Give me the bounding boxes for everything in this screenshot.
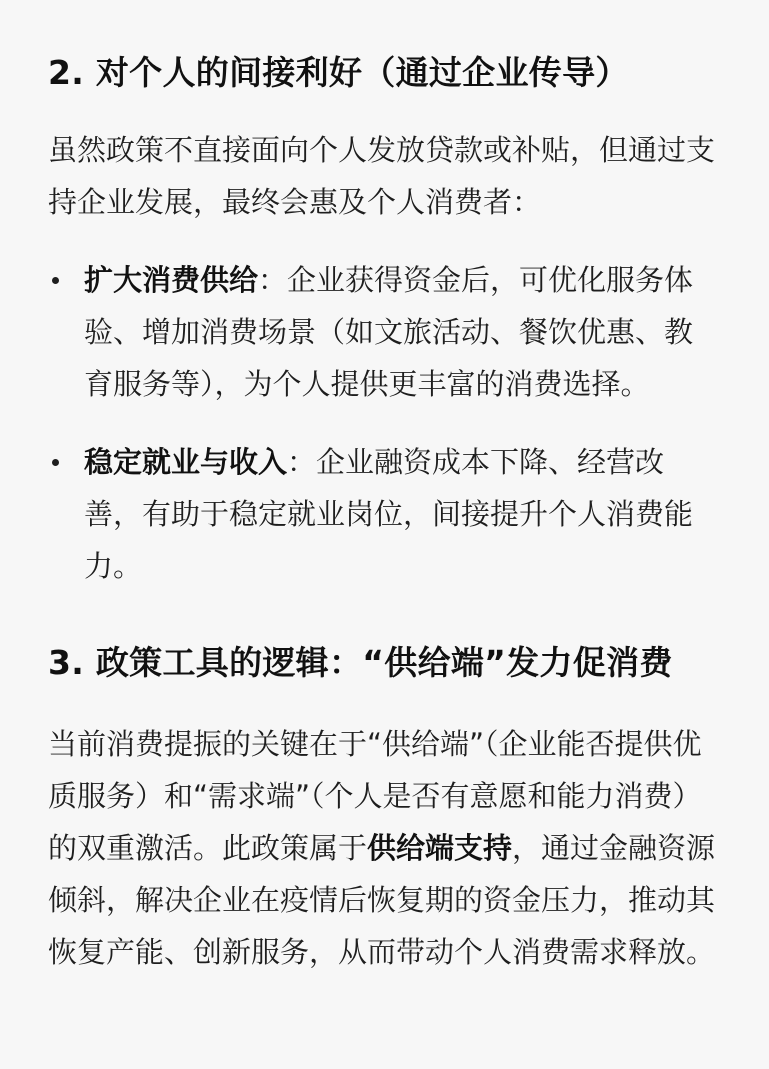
paragraph-emphasis: 供给端支持 <box>367 831 513 865</box>
section-2-heading: 2. 对个人的间接利好（通过企业传导） <box>48 53 629 92</box>
list-item-label: 稳定就业与收入 <box>84 445 288 479</box>
benefit-list <box>48 254 720 592</box>
paragraph-text-after: ，通过金融资源倾斜，解决企业在疫情后恢复期的资金压力，推动其恢复产能、创新服务，从而带动个人消费需求释放。 <box>48 831 716 969</box>
bullet-icon <box>52 459 59 466</box>
bullet-icon <box>52 277 59 284</box>
section-3-heading: 3. 政策工具的逻辑：“供给端”发力促消费 <box>48 643 673 682</box>
list-item-text: ：企业获得资金后，可优化服务体验、增加消费场景（如文旅活动、餐饮优惠、教育服务等），为个人提供更丰富的消费选择。 <box>84 263 694 401</box>
list-item-text: ：企业融资成本下降、经营改善，有助于稳定就业岗位，间接提升个人消费能力。 <box>84 445 694 583</box>
list-item <box>48 254 720 410</box>
article-content <box>48 48 720 978</box>
section-3-paragraph <box>48 718 720 978</box>
paragraph-text-before: 当前消费提振的关键在于“供给端”（企业能否提供优质服务）和“需求端”（个人是否有意愿和能力消费）的双重激活。此政策属于 <box>48 727 702 865</box>
list-item <box>48 436 720 592</box>
section-2-intro: 虽然政策不直接面向个人发放贷款或补贴，但通过支持企业发展，最终会惠及个人消费者： <box>48 133 716 219</box>
list-item-label: 扩大消费供给 <box>84 263 259 297</box>
